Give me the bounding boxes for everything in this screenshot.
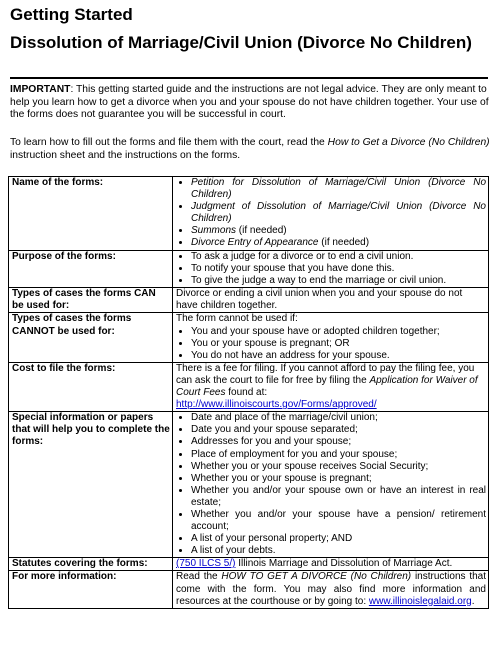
row-purpose xyxy=(9,251,489,288)
instruction-title: HOW TO GET A DIVORCE (No Children) xyxy=(221,571,412,583)
value-cannot-use xyxy=(173,313,489,362)
special-item: • Addresses for you and your spouse; xyxy=(191,436,486,448)
form-item-note: (if needed) xyxy=(236,225,287,237)
important-paragraph xyxy=(10,84,492,122)
legal-aid-link[interactable]: www.illinoislegalaid.org xyxy=(368,595,472,607)
row-more-info xyxy=(9,571,489,608)
row-special-info xyxy=(9,412,489,558)
purpose-item: • To give the judge a way to end the marriage or civil union. xyxy=(191,275,486,287)
value-forms-name xyxy=(173,177,489,251)
special-item: • Whether you or your spouse receives Social Security; xyxy=(191,461,486,473)
instructions-text: To learn how to fill out the forms and file them with the court, read the xyxy=(10,137,328,148)
form-item xyxy=(191,201,486,225)
label-forms-name: Name of the forms: xyxy=(9,177,173,251)
form-item xyxy=(191,225,486,237)
label-more-info: For more information: xyxy=(9,571,173,608)
special-item: • Whether you or your spouse is pregnant; xyxy=(191,473,486,485)
purpose-item: • To notify your spouse that you have done this. xyxy=(191,263,486,275)
value-can-use: Divorce or ending a civil union when you and your spouse do not have children together. xyxy=(173,288,489,313)
important-label: IMPORTANT xyxy=(10,84,71,95)
court-forms-link[interactable]: http://www.illinoiscourts.gov/Forms/approved/ xyxy=(176,399,377,411)
value-more-info xyxy=(173,571,489,608)
value-special-info xyxy=(173,412,489,558)
more-info-text: Read the xyxy=(176,571,222,583)
more-info-text-end: instructions that come with the form. You may also find more information and resources at the courthouse or by going to: xyxy=(176,571,487,607)
special-item: • A list of your debts. xyxy=(191,545,486,557)
row-statutes xyxy=(9,558,489,571)
special-item: • Date and place of the marriage/civil union; xyxy=(191,412,486,424)
special-item: • A list of your personal property; AND xyxy=(191,533,486,545)
row-forms-name xyxy=(9,177,489,251)
page-title: Getting Started xyxy=(10,5,133,24)
title-rule xyxy=(10,77,488,79)
page-subtitle: Dissolution of Marriage/Civil Union (Divorce No Children) xyxy=(10,33,472,52)
form-item-note: (if needed) xyxy=(318,237,370,249)
cannot-use-item: • You and your spouse have or adopted children together; xyxy=(191,326,486,338)
instructions-paragraph xyxy=(10,137,492,162)
label-can-use: Types of cases the forms CAN be used for: xyxy=(9,288,173,313)
instruction-sheet-title: How to Get a Divorce (No Children) xyxy=(327,137,490,148)
statute-link[interactable]: (750 ILCS 5/) xyxy=(176,558,236,570)
form-item-text: Petition for Dissolution of Marriage/Civil Union (Divorce No Children) xyxy=(191,177,486,201)
forms-info-table xyxy=(8,176,489,609)
cannot-use-intro: The form cannot be used if: xyxy=(176,313,298,325)
more-info-period: . xyxy=(471,595,475,607)
cannot-use-item: • You or your spouse is pregnant; OR xyxy=(191,338,486,350)
form-item xyxy=(191,237,486,249)
value-purpose xyxy=(173,251,489,288)
cost-text: There is a fee for filing. If you cannot afford to pay the filing fee, you can ask the court to file for free by filing the xyxy=(176,362,475,386)
important-text: : This getting started guide and the instructions are not legal advice. They are only meant to help you learn how to get a divorce when you and your spouse do not have children together. Your use of the forms does not guarantee you will be successful in court. xyxy=(10,84,489,120)
row-cannot-use xyxy=(9,313,489,362)
cost-text-end: found at: xyxy=(225,387,268,399)
label-special-info: Special information or papers that will help you to complete the forms: xyxy=(9,412,173,558)
special-item: • Whether you and/or your spouse own or have an interest in real estate; xyxy=(191,485,486,509)
cannot-use-item: • You do not have an address for your spouse. xyxy=(191,350,486,362)
label-purpose: Purpose of the forms: xyxy=(9,251,173,288)
waiver-form-title: Application for Waiver of Court Fees xyxy=(176,374,478,399)
value-cost xyxy=(173,362,489,411)
form-item xyxy=(191,177,486,201)
row-can-use xyxy=(9,288,489,313)
form-item-text: Summons xyxy=(191,225,237,237)
statute-text: Illinois Marriage and Dissolution of Marriage Act. xyxy=(235,558,453,570)
special-item: • Date you and your spouse separated; xyxy=(191,424,486,436)
instructions-text-end: instruction sheet and the instructions on the forms. xyxy=(10,149,241,161)
row-cost xyxy=(9,362,489,411)
label-cannot-use: Types of cases the forms CANNOT be used for: xyxy=(9,313,173,362)
form-item-text: Divorce Entry of Appearance xyxy=(191,237,319,249)
form-item-text: Judgment of Dissolution of Marriage/Civil Union (Divorce No Children) xyxy=(191,201,486,225)
purpose-item: • To ask a judge for a divorce or to end a civil union. xyxy=(191,251,486,263)
label-statutes: Statutes covering the forms: xyxy=(9,558,173,571)
value-statutes xyxy=(173,558,489,571)
special-item: • Place of employment for you and your spouse; xyxy=(191,449,486,461)
special-item: • Whether you and/or your spouse have a pension/ retirement account; xyxy=(191,509,486,533)
label-cost: Cost to file the forms: xyxy=(9,362,173,411)
